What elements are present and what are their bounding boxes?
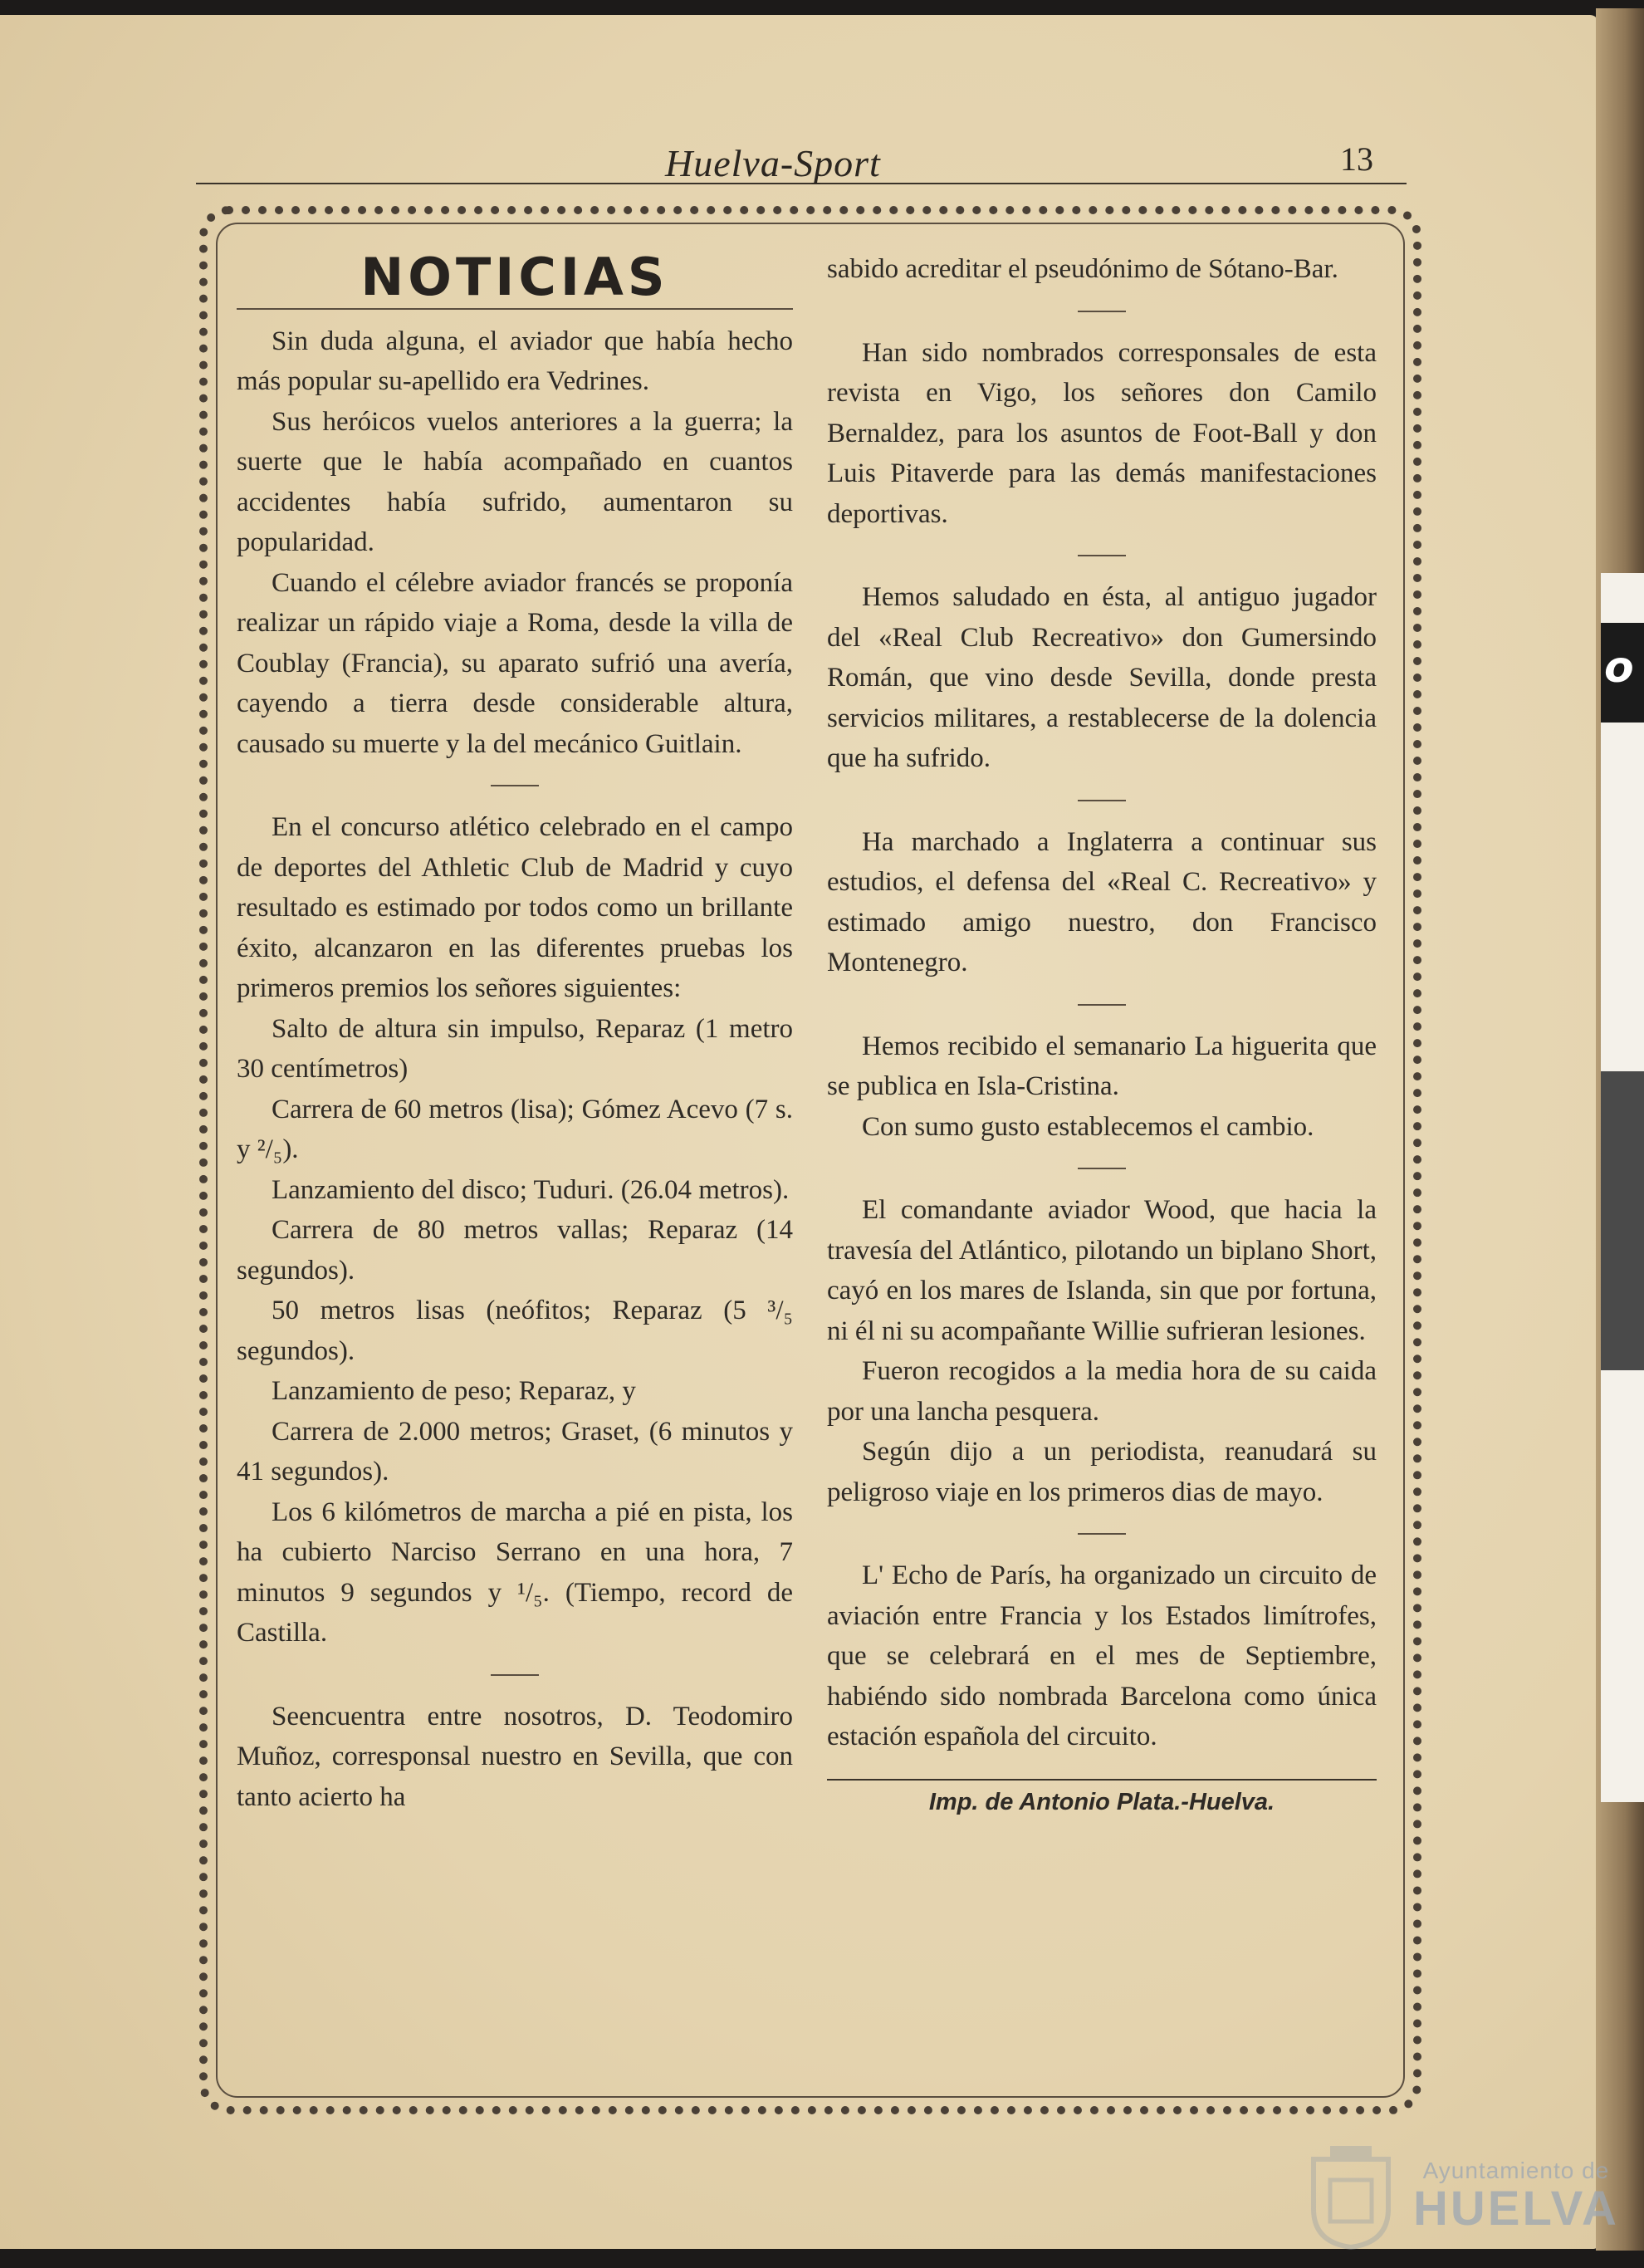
result-line: 50 metros lisas (neófitos; Reparaz (5 ³/₅ segundos). xyxy=(237,1296,793,1366)
separator xyxy=(827,1152,1377,1182)
tab-letter: o xyxy=(1604,643,1634,693)
tab-strip-gray xyxy=(1601,1071,1644,1370)
news-paragraph: Con sumo gusto establecemos el cambio. xyxy=(862,1111,1314,1142)
result-line: Lanzamiento de peso; Reparaz, y xyxy=(272,1376,636,1406)
news-paragraph: En el concurso atlético celebrado en el campo de deportes del Athletic Club de Madrid y cuyo resultado es estimado por todos como un brillante éxito, alcanzaron en las diferentes pruebas los primeros premios los señores siguientes: xyxy=(237,812,793,1003)
tab-strip-white-2 xyxy=(1601,723,1644,1071)
result-line: Los 6 kilómetros de marcha a pié en pista, los ha cubierto Narciso Serrano en una hora, 7 minutos 9 segundos y ¹/₅. (Tiempo, record de Castilla. xyxy=(237,1496,793,1648)
news-paragraph: El comandante aviador Wood, que hacia la travesía del Atlántico, pilotando un biplano Short, cayó en los mares de Islanda, sin que por fortuna, ni él ni su acompañante Willie sufrieran lesiones. xyxy=(827,1195,1377,1346)
news-paragraph: Cuando el célebre aviador francés se proponía realizar un rápido viaje a Roma, desde la villa de Coublay (Francia), su aparato sufrió una avería, cayendo a tierra desde considerable altura, causado su muerte y la del mecánico Guitlain. xyxy=(237,567,793,759)
tab-strip-white xyxy=(1601,573,1644,623)
separator xyxy=(237,769,793,799)
result-line: Carrera de 80 metros vallas; Reparaz (14 segundos). xyxy=(237,1215,793,1286)
right-column xyxy=(827,249,1377,1822)
running-head xyxy=(196,125,1407,184)
news-paragraph: Hemos recibido el semanario La higuerita que se publica en Isla-Cristina. xyxy=(827,1031,1377,1101)
result-line: Salto de altura sin impulso, Reparaz (1 metro 30 centímetros) xyxy=(237,1013,793,1084)
separator xyxy=(827,1517,1377,1547)
separator xyxy=(827,539,1377,569)
tab-strip-dark xyxy=(1601,623,1644,723)
news-paragraph: Hemos saludado en ésta, al antiguo jugador del «Real Club Recreativo» don Gumersindo Román, que vino desde Sevilla, donde presta servicios militares, a restablecerse de la dolencia que ha sufrido. xyxy=(827,582,1377,773)
news-paragraph: Sin duda alguna, el aviador que había hecho más popular su-apellido era Vedrines. xyxy=(237,326,793,396)
tab-strip-white-3 xyxy=(1601,1370,1644,1802)
archive-watermark xyxy=(1413,2158,1619,2234)
result-line: Carrera de 2.000 metros; Graset, (6 minutos y 41 segundos). xyxy=(237,1416,793,1487)
result-line: Carrera de 60 metros (lisa); Gómez Acevo (7 s. y ²/₅). xyxy=(237,1094,793,1164)
news-paragraph: Fueron recogidos a la media hora de su caida por una lancha pesquera. xyxy=(827,1356,1377,1427)
left-column xyxy=(237,249,793,1817)
news-paragraph: Seencuentra entre nosotros, D. Teodomiro Muñoz, corresponsal nuestro en Sevilla, que con tanto acierto ha xyxy=(237,1701,793,1812)
news-paragraph: L' Echo de París, ha organizado un circuito de aviación entre Francia y los Estados limítrofes, que se celebrará en el mes de Septiembre, habiéndo sido nombrada Barcelona como única estación española del circuito. xyxy=(827,1560,1377,1751)
watermark-line-1: Ayuntamiento de xyxy=(1422,2158,1610,2183)
news-paragraph: Han sido nombrados corresponsales de esta revista en Vigo, los señores don Camilo Bernaldez, para los asuntos de Foot-Ball y don Luis Pitaverde para las demás manifestaciones deportivas. xyxy=(827,337,1377,529)
result-line: Lanzamiento del disco; Tuduri. (26.04 metros). xyxy=(272,1174,790,1205)
separator xyxy=(827,784,1377,814)
news-paragraph: Según dijo a un periodista, reanudará su peligroso viaje en los primeros dias de mayo. xyxy=(827,1437,1377,1507)
separator xyxy=(827,988,1377,1018)
watermark-line-2: HUELVA xyxy=(1413,2182,1619,2236)
city-seal-icon xyxy=(1305,2143,1397,2251)
section-title: NOTICIAS xyxy=(237,257,793,310)
news-paragraph: Ha marchado a Inglaterra a continuar sus estudios, el defensa del «Real C. Recreativo» y estimado amigo nuestro, don Francisco Montenegro. xyxy=(827,826,1377,977)
news-paragraph: sabido acreditar el pseudónimo de Sótano-Bar. xyxy=(827,254,1338,284)
imprint-line: Imp. de Antonio Plata.-Huelva. xyxy=(827,1779,1377,1823)
journal-title: Huelva-Sport xyxy=(665,142,881,184)
separator xyxy=(827,295,1377,325)
news-paragraph: Sus heróicos vuelos anteriores a la guerra; la suerte que le había acompañado en cuantos accidentes había sufrido, aumentaron su popularidad. xyxy=(237,406,793,557)
separator xyxy=(237,1658,793,1688)
page-number: 13 xyxy=(1340,140,1373,178)
